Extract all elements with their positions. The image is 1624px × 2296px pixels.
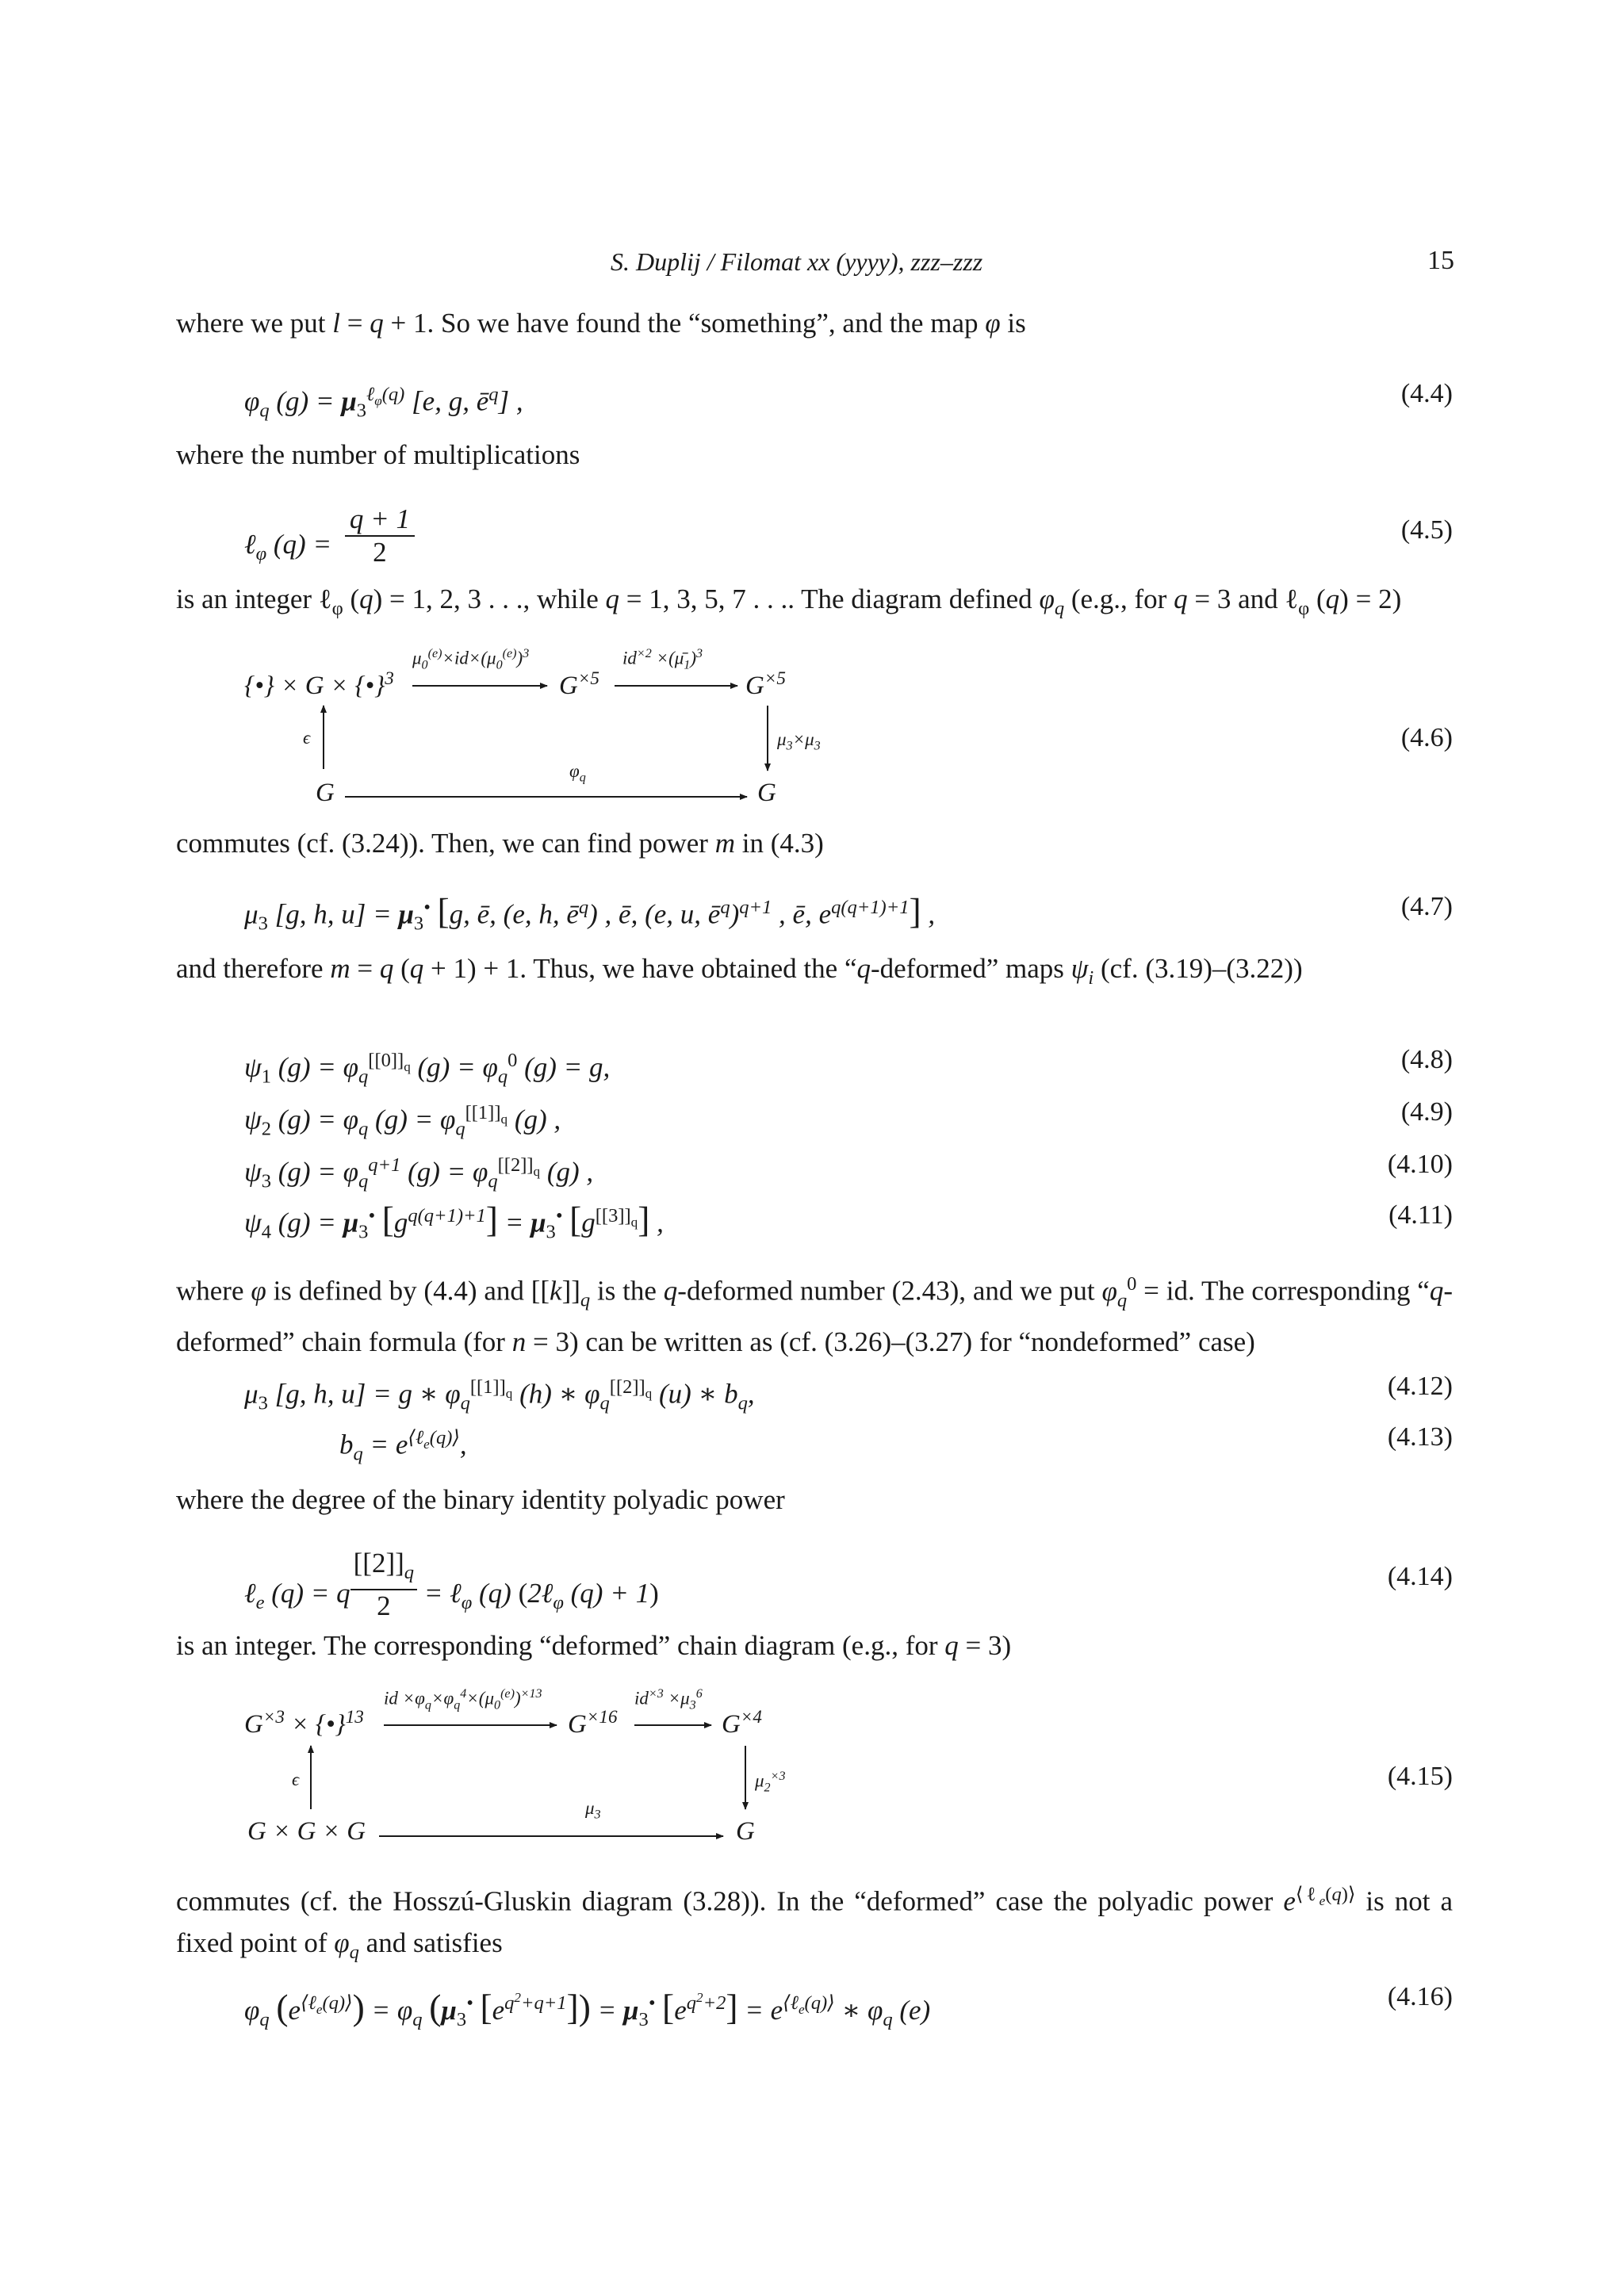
equation-4-7: $\mu_3$ [g, h, $u] = \mu_3^•$ [g, ē, (e, h, $ē^q$) , ē, (e, u, $ē^q)^{q+1}$ , ē, $e^{q(q+1)+1}$] , [244, 890, 936, 935]
equation-number-4-8: (4.8) [1400, 1045, 1453, 1074]
equation-number-4-16: (4.16) [1387, 1982, 1453, 2011]
equation-4-11: $\psi_4$ $(g) = \mu_3^•$ $[g^{q(q+1)+1}] = \mu_3^•$ $[g^{[[3]]_q}]$ , [244, 1199, 664, 1243]
equation-number-4-4: (4.4) [1400, 379, 1453, 408]
diag2-node-bottom-left: G × G × G [247, 1817, 366, 1846]
paragraph-8: is an integer. The corresponding “deformed” chain diagram (e.g., for q = 3) [176, 1630, 1012, 1661]
page-number: 15 [1427, 246, 1454, 275]
diag1-node-bottom-left: G [316, 779, 335, 807]
diag1-arrow-left-label: ϵ [303, 728, 311, 748]
equation-number-4-7: (4.7) [1400, 892, 1453, 921]
diag2-node-top-mid: $G^{\times 16}$ [568, 1706, 618, 1739]
diag2-node-bottom-right: G [736, 1817, 755, 1846]
equation-number-4-11: (4.11) [1388, 1200, 1453, 1230]
diag1-arrow-top-2-label: $id^{\times 2}$ $\times(\mū_1)^3$ [622, 647, 703, 672]
equation-4-4: $\varphi_q$ $(g) = \mu_3^{\ell_\varphi(q)}$ [e, g, $ē^q$] , [244, 384, 523, 422]
diag1-node-bottom-right: G [757, 779, 776, 807]
diag1-arrow-top-1-label: $\mu_0^{(e)}\times id\times(\mu_0^{(e)})^3$ [412, 647, 530, 672]
diag2-arrow-left-label: ϵ [292, 1770, 300, 1789]
equation-number-4-10: (4.10) [1387, 1150, 1453, 1179]
equation-number-4-9: (4.9) [1400, 1097, 1453, 1127]
paragraph-9: commutes (cf. the Hosszú-Gluskin diagram (3.28)). In the “deformed” case the polyadic power $e^{⟨\ell_e(q)⟩}$ is not a fixed point of $\varphi_q$ and satisfies [176, 1884, 1453, 1963]
diag2-arrow-bottom-label: $\mu_3$ [585, 1798, 601, 1822]
equation-number-4-6: (4.6) [1400, 723, 1453, 752]
equation-number-4-15: (4.15) [1387, 1762, 1453, 1791]
equation-4-10: $\psi_3$ $(g) = \varphi_q^{q+1}$ $(g) = \varphi_q^{[[2]]_q}$ (g) , [244, 1154, 594, 1192]
diag1-arrow-bottom-label: $\varphi_q$ [569, 761, 586, 785]
equation-number-4-12: (4.12) [1387, 1372, 1453, 1401]
equation-4-9: $\psi_2$ $(g) = \varphi_q$ $(g) = \varphi_q^{[[1]]_q}$ (g) , [244, 1102, 561, 1140]
equation-number-4-5: (4.5) [1400, 515, 1453, 545]
paragraph-3: is an integer ℓ$_\varphi$ (q) = 1, 2, 3 . . ., while q = 1, 3, 5, 7 . . .. The diagram defined $\varphi_q$ (e.g., for q = 3 and ℓ$_\varphi$ (q) = 2) [176, 584, 1402, 619]
paragraph-4: commutes (cf. (3.24)). Then, we can find power m in (4.3) [176, 828, 824, 859]
paragraph-6: where φ is defined by (4.4) and $[[k]]_q$ is the q-deformed number (2.43), and we put $\varphi_q^0$ = id. The corresponding “q-deformed” chain formula (for n = 3) can be written as (cf. (3.26)–(3.27) for “nondeformed” case) [176, 1273, 1453, 1357]
equation-4-5: ℓ$_\varphi$ (q) = $\frac{q + 1}{2}$ [244, 503, 415, 568]
equation-4-16: $\varphi_q$ $(e^{⟨\ell_e(q)⟩}) = \varphi_q$ ($\mu_3^•$ $[e^{q^2+q+1}]) = \mu_3^•$ $[e^{q^2+2}] = e^{⟨\ell_e(q)⟩}$ ∗ $\varphi_q$ (e) [244, 1986, 931, 2030]
diag2-arrow-right-label: $\mu_2^{\times 3}$ [755, 1770, 786, 1795]
diag1-node-top-right: $G^{\times 5}$ [745, 668, 786, 700]
diag1-node-top-left: {•} × G × {•}$^3$ [244, 668, 394, 700]
diag2-node-top-right: $G^{\times 4}$ [722, 1706, 762, 1739]
paragraph-2: where the number of multiplications [176, 439, 580, 470]
diag2-arrow-top-1-label: id $\times\varphi_q\times\varphi_q^4\times(\mu_0^{(e)})^{\times 13}$ [384, 1687, 542, 1712]
paragraph-5: and therefore m = q (q + 1) + 1. Thus, we have obtained the “q-deformed” maps $\psi_i$ (cf. (3.19)–(3.22)) [176, 953, 1303, 989]
paragraph-7: where the degree of the binary identity polyadic power [176, 1484, 785, 1515]
equation-4-14: ℓ$_e$ (q) = q $\frac{[[2]]_q}{2}$ = ℓ$_\varphi$ (q) (2ℓ$_\varphi$ (q) + 1) [244, 1548, 659, 1621]
equation-4-12: $\mu_3$ [g, h, u] = g ∗ $\varphi_q^{[[1]]_q}$ (h) ∗ $\varphi_q^{[[2]]_q}$ (u) ∗ $b_q$, [244, 1376, 755, 1414]
equation-number-4-13: (4.13) [1387, 1422, 1453, 1452]
diag2-node-top-left: $G^{\times 3}$ × {•}$^{13}$ [244, 1706, 364, 1739]
equation-4-8: $\psi_1$ $(g) = \varphi_q^{[[0]]_q}$ $(g) = \varphi_q^0$ (g) = g, [244, 1050, 611, 1088]
diag1-arrow-right-label: $\mu_3\times\mu_3$ [777, 729, 821, 753]
diag2-arrow-top-2-label: $id^{\times 3} \times\mu_3^6$ [634, 1687, 703, 1712]
diag1-node-top-mid: $G^{\times 5}$ [559, 668, 599, 700]
running-head: S. Duplij / Filomat xx (yyyy), zzz–zzz [611, 247, 983, 276]
paragraph-1: where we put l = q + 1. So we have found the “something”, and the map φ is [176, 308, 1026, 339]
equation-number-4-14: (4.14) [1387, 1562, 1453, 1591]
equation-4-13: $b_q = e^{⟨\ell_e(q)⟩}$, [339, 1427, 467, 1465]
